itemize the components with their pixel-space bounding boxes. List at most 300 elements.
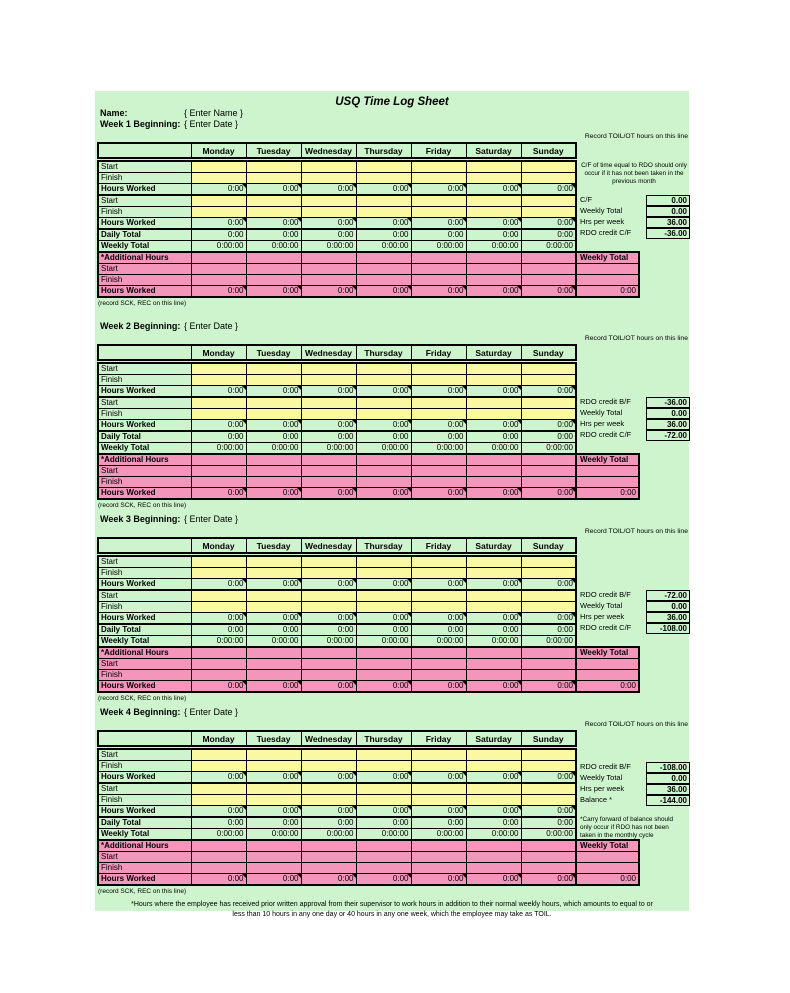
additional-time-entry-cell[interactable] (301, 659, 356, 670)
time-entry-cell[interactable] (356, 590, 411, 602)
time-entry-cell[interactable] (356, 375, 411, 386)
additional-time-entry-cell[interactable] (576, 275, 639, 286)
time-entry-cell[interactable] (301, 207, 356, 218)
time-entry-cell[interactable] (411, 161, 466, 173)
additional-time-entry-cell[interactable] (521, 466, 576, 477)
row-label: Weekly Total (98, 443, 191, 455)
weekly-total-value: 0:00:00 (246, 443, 301, 455)
additional-time-entry-cell[interactable] (191, 659, 246, 670)
time-entry-cell[interactable] (521, 568, 576, 579)
additional-time-entry-cell[interactable] (411, 466, 466, 477)
hours-worked-value: 0:00 (301, 806, 356, 818)
weekly-total-value: 0:00:00 (246, 829, 301, 841)
side-value: 36.00 (646, 784, 690, 795)
time-entry-cell[interactable] (411, 783, 466, 795)
spacer (576, 241, 639, 253)
time-entry-cell[interactable] (246, 749, 301, 761)
additional-time-entry-cell[interactable] (191, 670, 246, 681)
additional-time-entry-cell[interactable] (466, 466, 521, 477)
additional-time-entry-cell[interactable] (246, 477, 301, 488)
time-entry-cell[interactable] (191, 783, 246, 795)
additional-time-entry-cell[interactable] (301, 477, 356, 488)
additional-hours-worked-value: 0:00 (466, 874, 521, 886)
side-label: RDO credit B/F (580, 762, 631, 771)
additional-hours-worked-value: 0:00 (191, 874, 246, 886)
hours-worked-value: 0:00 (466, 184, 521, 196)
time-entry-cell[interactable] (466, 207, 521, 218)
time-entry-cell[interactable] (356, 195, 411, 207)
time-entry-cell[interactable] (521, 556, 576, 568)
additional-time-entry-cell[interactable] (521, 863, 576, 874)
additional-time-entry-cell[interactable] (246, 264, 301, 275)
time-entry-cell[interactable] (521, 602, 576, 613)
hours-worked-value: 0:00 (521, 613, 576, 625)
additional-hours-cell (301, 454, 356, 466)
additional-time-entry-cell[interactable] (301, 466, 356, 477)
daily-total-value: 0:00 (191, 431, 246, 443)
week-date-input[interactable]: { Enter Date } (184, 321, 239, 331)
time-entry-cell[interactable] (246, 590, 301, 602)
day-header: Wednesday (301, 731, 356, 746)
additional-time-entry-cell[interactable] (411, 264, 466, 275)
additional-time-entry-cell[interactable] (301, 863, 356, 874)
additional-time-entry-cell[interactable] (466, 264, 521, 275)
row-label: Daily Total (98, 624, 191, 636)
additional-time-entry-cell[interactable] (411, 477, 466, 488)
time-entry-cell[interactable] (356, 783, 411, 795)
day-header: Wednesday (301, 345, 356, 360)
time-entry-cell[interactable] (466, 568, 521, 579)
time-entry-cell[interactable] (301, 409, 356, 420)
additional-time-entry-cell[interactable] (466, 659, 521, 670)
time-entry-cell[interactable] (356, 749, 411, 761)
time-entry-cell[interactable] (521, 397, 576, 409)
additional-time-entry-cell[interactable] (191, 275, 246, 286)
time-entry-cell[interactable] (411, 749, 466, 761)
time-entry-cell[interactable] (411, 173, 466, 184)
additional-weekly-total-value: 0:00 (576, 286, 639, 298)
side-label: RDO credit B/F (580, 397, 631, 406)
time-entry-cell[interactable] (301, 173, 356, 184)
additional-time-entry-cell[interactable] (191, 477, 246, 488)
row-label: Daily Total (98, 431, 191, 443)
additional-time-entry-cell[interactable] (411, 863, 466, 874)
side-label: C/F (580, 195, 593, 204)
week-3-table (97, 537, 640, 693)
time-entry-cell[interactable] (356, 409, 411, 420)
day-header: Sunday (521, 143, 576, 158)
time-entry-cell[interactable] (301, 602, 356, 613)
time-entry-cell[interactable] (191, 397, 246, 409)
daily-total-value: 0:00 (521, 431, 576, 443)
time-entry-cell[interactable] (246, 363, 301, 375)
hours-worked-value: 0:00 (191, 184, 246, 196)
time-entry-cell[interactable] (466, 363, 521, 375)
additional-hours-worked-value: 0:00 (521, 286, 576, 298)
additional-time-entry-cell[interactable] (356, 863, 411, 874)
weekly-total-value: 0:00:00 (191, 241, 246, 253)
time-entry-cell[interactable] (191, 602, 246, 613)
time-entry-cell[interactable] (466, 195, 521, 207)
day-header: Friday (411, 345, 466, 360)
time-entry-cell[interactable] (246, 568, 301, 579)
time-entry-cell[interactable] (466, 375, 521, 386)
time-entry-cell[interactable] (411, 397, 466, 409)
time-entry-cell[interactable] (301, 795, 356, 806)
additional-hours-worked-value: 0:00 (246, 681, 301, 693)
hours-worked-value: 0:00 (301, 184, 356, 196)
daily-total-value: 0:00 (246, 229, 301, 241)
weeks-container (95, 133, 689, 896)
additional-time-entry-cell[interactable] (246, 863, 301, 874)
weekly-total-value: 0:00:00 (356, 443, 411, 455)
time-entry-cell[interactable] (191, 363, 246, 375)
time-entry-cell[interactable] (521, 795, 576, 806)
time-entry-cell[interactable] (191, 375, 246, 386)
time-entry-cell[interactable] (301, 397, 356, 409)
row-label: Daily Total (98, 229, 191, 241)
hours-worked-value: 0:00 (301, 772, 356, 784)
weekly-total-value: 0:00:00 (521, 443, 576, 455)
week-date-input[interactable]: { Enter Date } (184, 514, 239, 524)
hours-worked-value: 0:00 (521, 579, 576, 591)
time-entry-cell[interactable] (411, 409, 466, 420)
additional-time-entry-cell[interactable] (466, 863, 521, 874)
side-value: 36.00 (646, 217, 690, 228)
time-entry-cell[interactable] (301, 556, 356, 568)
row-label: Finish (98, 795, 191, 806)
time-entry-cell[interactable] (191, 161, 246, 173)
additional-time-entry-cell[interactable] (356, 670, 411, 681)
time-entry-cell[interactable] (521, 363, 576, 375)
time-entry-cell[interactable] (466, 590, 521, 602)
additional-time-entry-cell[interactable] (576, 852, 639, 863)
time-entry-cell[interactable] (191, 795, 246, 806)
side-row (578, 205, 690, 216)
week-date-input[interactable]: { Enter Date } (184, 119, 239, 129)
additional-hours-cell (521, 454, 576, 466)
day-header: Friday (411, 143, 466, 158)
time-entry-cell[interactable] (191, 590, 246, 602)
additional-time-entry-cell[interactable] (356, 659, 411, 670)
time-entry-cell[interactable] (466, 795, 521, 806)
additional-time-entry-cell[interactable] (356, 466, 411, 477)
time-entry-cell[interactable] (301, 590, 356, 602)
additional-time-entry-cell[interactable] (411, 659, 466, 670)
time-entry-cell[interactable] (246, 207, 301, 218)
side-value: 0.00 (646, 773, 690, 784)
time-entry-cell[interactable] (356, 568, 411, 579)
additional-hours-worked-value: 0:00 (521, 874, 576, 886)
time-entry-cell[interactable] (246, 375, 301, 386)
side-row (578, 396, 690, 407)
hours-worked-value: 0:00 (411, 184, 466, 196)
time-entry-cell[interactable] (301, 783, 356, 795)
time-entry-cell[interactable] (191, 761, 246, 772)
time-entry-cell[interactable] (246, 795, 301, 806)
spacer (576, 636, 639, 648)
daily-total-value: 0:00 (246, 817, 301, 829)
additional-time-entry-cell[interactable] (191, 852, 246, 863)
additional-hours-worked-value: 0:00 (356, 488, 411, 500)
time-entry-cell[interactable] (466, 602, 521, 613)
time-entry-cell[interactable] (301, 195, 356, 207)
time-entry-cell[interactable] (356, 556, 411, 568)
spacer (576, 568, 639, 579)
time-entry-cell[interactable] (411, 568, 466, 579)
time-entry-cell[interactable] (356, 397, 411, 409)
additional-time-entry-cell[interactable] (356, 852, 411, 863)
additional-time-entry-cell[interactable] (356, 264, 411, 275)
toil-note: Record TOIL/OT hours on this line (584, 528, 688, 535)
day-header-empty (98, 731, 191, 746)
additional-time-entry-cell[interactable] (521, 852, 576, 863)
additional-hours-cell (356, 454, 411, 466)
time-entry-cell[interactable] (411, 195, 466, 207)
time-entry-cell[interactable] (466, 783, 521, 795)
time-entry-cell[interactable] (521, 590, 576, 602)
additional-time-entry-cell[interactable] (246, 852, 301, 863)
time-entry-cell[interactable] (411, 363, 466, 375)
additional-time-entry-cell[interactable] (356, 477, 411, 488)
timesheet (95, 91, 689, 918)
spacer (576, 345, 639, 360)
time-entry-cell[interactable] (301, 568, 356, 579)
additional-time-entry-cell[interactable] (521, 275, 576, 286)
week-date-input[interactable]: { Enter Date } (184, 707, 239, 717)
day-header: Monday (191, 731, 246, 746)
side-row (578, 589, 690, 600)
row-label: Finish (98, 477, 191, 488)
weekly-total-value: 0:00:00 (411, 443, 466, 455)
side-label: Weekly Total (580, 408, 623, 417)
additional-time-entry-cell[interactable] (521, 670, 576, 681)
day-header: Saturday (466, 731, 521, 746)
weekly-total-value: 0:00:00 (246, 241, 301, 253)
additional-time-entry-cell[interactable] (301, 275, 356, 286)
additional-time-entry-cell[interactable] (301, 852, 356, 863)
row-label: Start (98, 852, 191, 863)
hours-worked-value: 0:00 (466, 806, 521, 818)
hours-worked-value: 0:00 (246, 184, 301, 196)
row-label: Finish (98, 863, 191, 874)
row-label: Finish (98, 568, 191, 579)
day-header: Saturday (466, 538, 521, 553)
additional-time-entry-cell[interactable] (246, 670, 301, 681)
weekly-total-value: 0:00:00 (246, 636, 301, 648)
time-entry-cell[interactable] (466, 173, 521, 184)
time-entry-cell[interactable] (521, 749, 576, 761)
time-entry-cell[interactable] (466, 161, 521, 173)
time-entry-cell[interactable] (246, 761, 301, 772)
hours-worked-value: 0:00 (246, 386, 301, 398)
name-input[interactable]: { Enter Name } (184, 108, 244, 118)
additional-hours-cell (411, 252, 466, 264)
day-header: Tuesday (246, 143, 301, 158)
time-entry-cell[interactable] (411, 602, 466, 613)
time-entry-cell[interactable] (521, 409, 576, 420)
time-entry-cell[interactable] (191, 195, 246, 207)
hours-worked-value: 0:00 (191, 772, 246, 784)
side-row (578, 418, 690, 429)
time-entry-cell[interactable] (521, 195, 576, 207)
time-entry-cell[interactable] (301, 749, 356, 761)
day-header: Saturday (466, 345, 521, 360)
time-entry-cell[interactable] (466, 397, 521, 409)
weekly-total-value: 0:00:00 (356, 829, 411, 841)
additional-time-entry-cell[interactable] (576, 477, 639, 488)
additional-time-entry-cell[interactable] (246, 466, 301, 477)
time-entry-cell[interactable] (301, 161, 356, 173)
additional-time-entry-cell[interactable] (301, 264, 356, 275)
hours-worked-value: 0:00 (411, 420, 466, 432)
time-entry-cell[interactable] (356, 761, 411, 772)
time-entry-cell[interactable] (191, 173, 246, 184)
additional-time-entry-cell[interactable] (301, 670, 356, 681)
time-entry-cell[interactable] (246, 602, 301, 613)
time-entry-cell[interactable] (191, 556, 246, 568)
time-entry-cell[interactable] (521, 375, 576, 386)
hours-worked-value: 0:00 (356, 579, 411, 591)
row-label: Hours Worked (98, 420, 191, 432)
day-header: Saturday (466, 143, 521, 158)
additional-hours-worked-value: 0:00 (246, 488, 301, 500)
daily-total-value: 0:00 (301, 624, 356, 636)
week-heading (100, 321, 689, 332)
additional-time-entry-cell[interactable] (466, 477, 521, 488)
additional-time-entry-cell[interactable] (576, 863, 639, 874)
additional-time-entry-cell[interactable] (576, 659, 639, 670)
time-entry-cell[interactable] (466, 761, 521, 772)
weekly-total-value: 0:00:00 (301, 829, 356, 841)
time-entry-cell[interactable] (466, 409, 521, 420)
row-label: Finish (98, 602, 191, 613)
side-row (578, 783, 690, 794)
hours-worked-value: 0:00 (246, 579, 301, 591)
row-label: Start (98, 161, 191, 173)
hours-worked-value: 0:00 (411, 806, 466, 818)
time-entry-cell[interactable] (521, 761, 576, 772)
time-entry-cell[interactable] (466, 556, 521, 568)
carry-forward-note: *Carry forward of balance should only occur if RDO has not been taken in the monthly cycle (580, 816, 674, 839)
time-entry-cell[interactable] (466, 749, 521, 761)
hours-worked-value: 0:00 (466, 579, 521, 591)
side-value: 36.00 (646, 419, 690, 430)
time-entry-cell[interactable] (411, 761, 466, 772)
side-summary (578, 761, 690, 805)
time-entry-cell[interactable] (521, 161, 576, 173)
time-entry-cell[interactable] (301, 375, 356, 386)
additional-time-entry-cell[interactable] (411, 275, 466, 286)
weekly-total-value: 0:00:00 (191, 636, 246, 648)
additional-time-entry-cell[interactable] (411, 852, 466, 863)
additional-time-entry-cell[interactable] (521, 264, 576, 275)
additional-time-entry-cell[interactable] (191, 466, 246, 477)
additional-time-entry-cell[interactable] (356, 275, 411, 286)
additional-time-entry-cell[interactable] (466, 275, 521, 286)
time-entry-cell[interactable] (356, 602, 411, 613)
additional-time-entry-cell[interactable] (466, 670, 521, 681)
time-entry-cell[interactable] (191, 568, 246, 579)
row-label: Hours Worked (98, 286, 191, 298)
time-entry-cell[interactable] (246, 397, 301, 409)
additional-hours-worked-value: 0:00 (301, 286, 356, 298)
additional-time-entry-cell[interactable] (576, 264, 639, 275)
additional-hours-worked-value: 0:00 (301, 681, 356, 693)
time-entry-cell[interactable] (191, 749, 246, 761)
week-2-table-wrap (97, 344, 689, 500)
time-entry-cell[interactable] (246, 409, 301, 420)
footnote-line-1: *Hours where the employee has received prior written approval from their supervisor to work hours in addition to their normal weekly hours, which amounts to equal to or (131, 901, 653, 908)
time-entry-cell[interactable] (521, 207, 576, 218)
time-entry-cell[interactable] (191, 409, 246, 420)
day-header: Monday (191, 538, 246, 553)
day-header: Tuesday (246, 538, 301, 553)
additional-time-entry-cell[interactable] (246, 275, 301, 286)
additional-hours-cell (466, 840, 521, 852)
row-label: Hours Worked (98, 806, 191, 818)
time-entry-cell[interactable] (411, 590, 466, 602)
time-entry-cell[interactable] (356, 795, 411, 806)
hours-worked-value: 0:00 (466, 218, 521, 230)
additional-time-entry-cell[interactable] (521, 477, 576, 488)
spacer (576, 556, 639, 568)
additional-time-entry-cell[interactable] (521, 659, 576, 670)
daily-total-value: 0:00 (521, 817, 576, 829)
toil-note: Record TOIL/OT hours on this line (584, 721, 688, 728)
time-entry-cell[interactable] (411, 375, 466, 386)
additional-time-entry-cell[interactable] (246, 659, 301, 670)
additional-time-entry-cell[interactable] (191, 264, 246, 275)
time-entry-cell[interactable] (246, 161, 301, 173)
time-entry-cell[interactable] (246, 556, 301, 568)
daily-total-value: 0:00 (411, 431, 466, 443)
time-entry-cell[interactable] (411, 207, 466, 218)
time-entry-cell[interactable] (246, 783, 301, 795)
additional-hours-cell (191, 647, 246, 659)
time-entry-cell[interactable] (356, 207, 411, 218)
time-entry-cell[interactable] (521, 783, 576, 795)
additional-time-entry-cell[interactable] (466, 852, 521, 863)
hours-worked-value: 0:00 (356, 613, 411, 625)
time-entry-cell[interactable] (411, 556, 466, 568)
additional-time-entry-cell[interactable] (576, 670, 639, 681)
time-entry-cell[interactable] (411, 795, 466, 806)
toil-note: Record TOIL/OT hours on this line (584, 335, 688, 342)
time-entry-cell[interactable] (356, 363, 411, 375)
additional-hours-cell (246, 454, 301, 466)
additional-time-entry-cell[interactable] (411, 670, 466, 681)
hours-worked-value: 0:00 (466, 613, 521, 625)
additional-time-entry-cell[interactable] (576, 466, 639, 477)
time-entry-cell[interactable] (356, 173, 411, 184)
time-entry-cell[interactable] (246, 195, 301, 207)
hours-worked-value: 0:00 (356, 806, 411, 818)
row-label: Finish (98, 375, 191, 386)
hours-worked-value: 0:00 (411, 218, 466, 230)
additional-time-entry-cell[interactable] (191, 863, 246, 874)
time-entry-cell[interactable] (356, 161, 411, 173)
week-1-block (95, 133, 689, 308)
side-value: -72.00 (646, 590, 690, 601)
time-entry-cell[interactable] (301, 761, 356, 772)
time-entry-cell[interactable] (521, 173, 576, 184)
daily-total-value: 0:00 (301, 431, 356, 443)
time-entry-cell[interactable] (301, 363, 356, 375)
time-entry-cell[interactable] (191, 207, 246, 218)
side-value: -144.00 (646, 795, 690, 806)
time-entry-cell[interactable] (246, 173, 301, 184)
